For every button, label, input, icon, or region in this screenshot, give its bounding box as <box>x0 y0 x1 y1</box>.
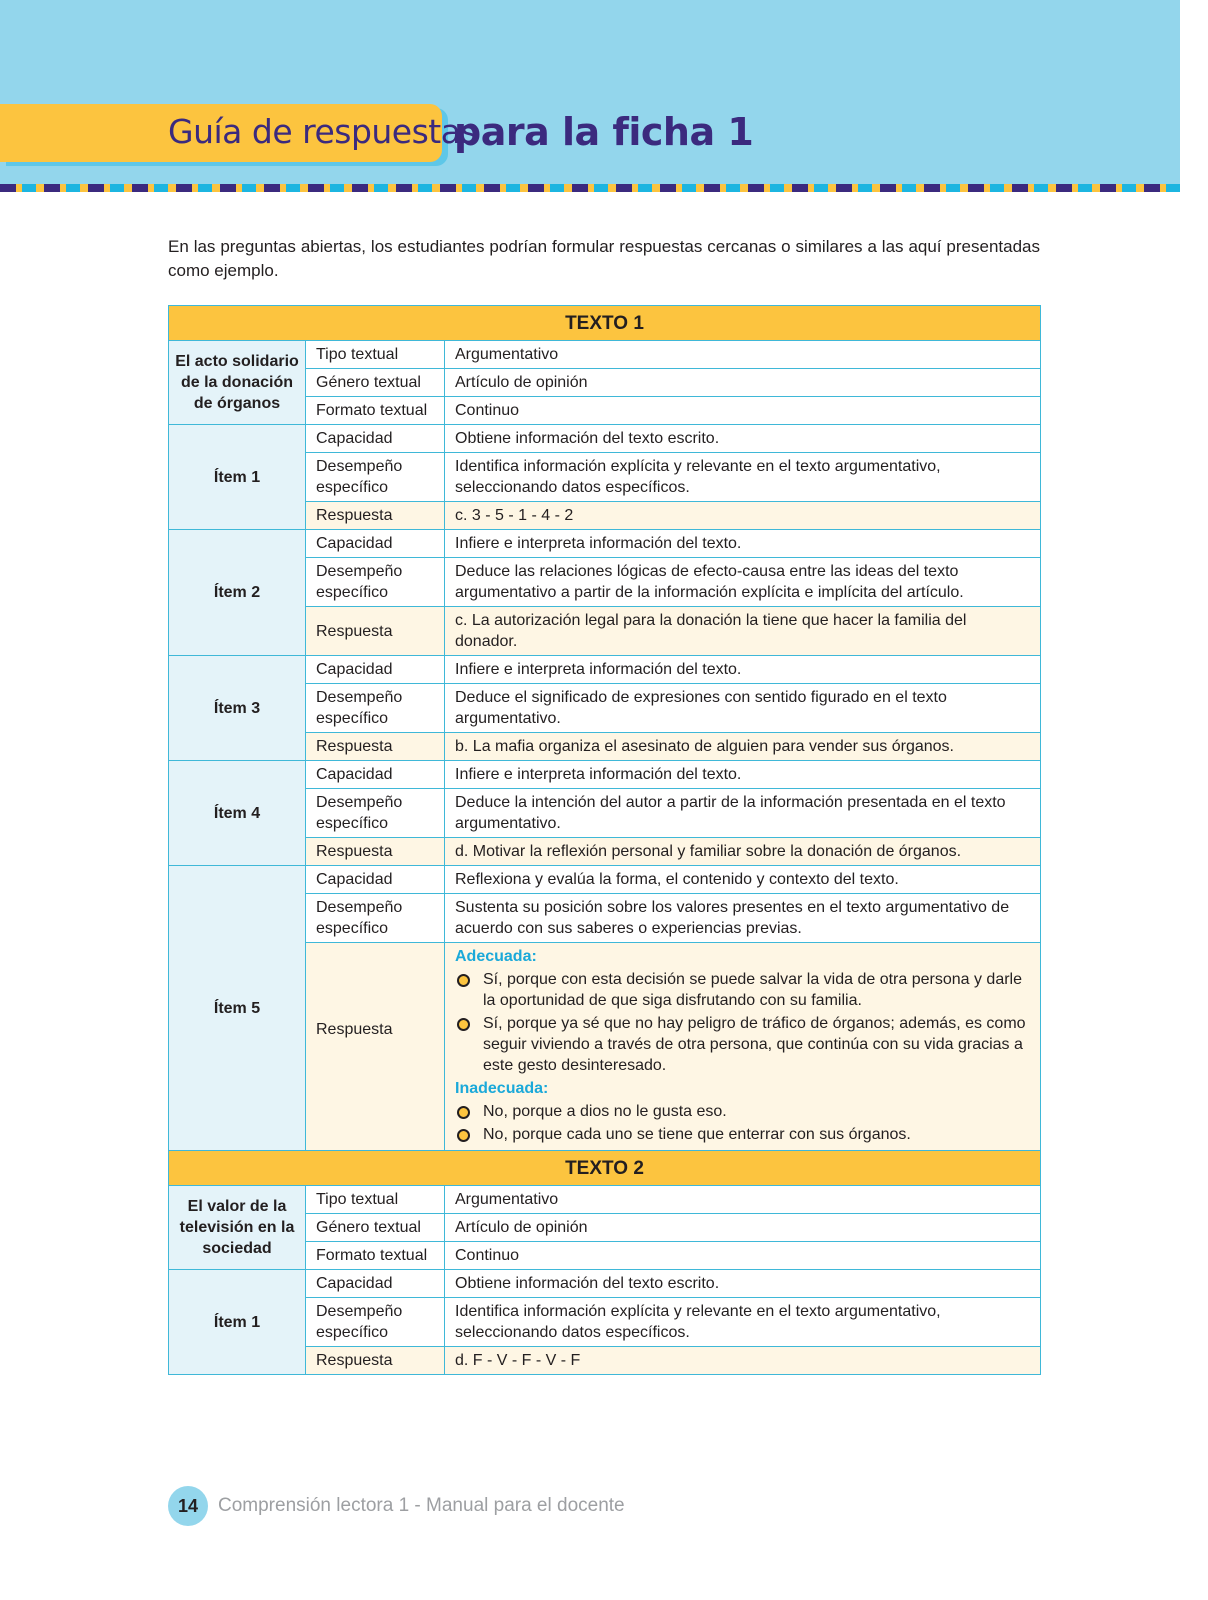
item-label: Ítem 5 <box>169 866 306 1151</box>
table-row <box>169 425 1041 453</box>
answer-guide-table <box>168 305 1041 1375</box>
row-label: Respuesta <box>306 607 445 656</box>
row-label: Respuesta <box>306 733 445 761</box>
row-value: Deduce la intención del autor a partir de la información presentada en el texto argumentativo. <box>445 789 1041 838</box>
row-label: Capacidad <box>306 866 445 894</box>
row-value: Argumentativo <box>445 1186 1041 1214</box>
answer-value: c. La autorización legal para la donación la tiene que hacer la familia del donador. <box>445 607 1041 656</box>
answer-value: c. 3 - 5 - 1 - 4 - 2 <box>445 502 1041 530</box>
item-label: Ítem 1 <box>169 425 306 530</box>
row-value: Obtiene información del texto escrito. <box>445 1270 1041 1298</box>
adecuada-label: Adecuada: <box>455 948 537 965</box>
text-title: El acto solidario de la donación de órganos <box>169 341 306 425</box>
page-number: 14 <box>168 1486 208 1526</box>
row-label: Desempeño específico <box>306 789 445 838</box>
row-label: Respuesta <box>306 943 445 1151</box>
row-label: Respuesta <box>306 502 445 530</box>
row-value: Deduce el significado de expresiones con sentido figurado en el texto argumentativo. <box>445 684 1041 733</box>
table-row <box>169 530 1041 558</box>
row-label: Desempeño específico <box>306 894 445 943</box>
answer-value: b. La mafia organiza el asesinato de alguien para vender sus órganos. <box>445 733 1041 761</box>
list-item: No, porque cada uno se tiene que enterrar con sus órganos. <box>455 1124 1030 1145</box>
row-value: Identifica información explícita y relevante en el texto argumentativo, seleccionando datos específicos. <box>445 1298 1041 1347</box>
table-row <box>169 1270 1041 1298</box>
row-label: Desempeño específico <box>306 453 445 502</box>
row-value: Continuo <box>445 1242 1041 1270</box>
row-label: Desempeño específico <box>306 1298 445 1347</box>
row-value: Artículo de opinión <box>445 369 1041 397</box>
row-value: Reflexiona y evalúa la forma, el contenido y contexto del texto. <box>445 866 1041 894</box>
texto-heading: TEXTO 2 <box>169 1151 1041 1186</box>
item-label: Ítem 1 <box>169 1270 306 1375</box>
row-label: Capacidad <box>306 761 445 789</box>
table-row <box>169 1186 1041 1214</box>
row-value: Identifica información explícita y relevante en el texto argumentativo, seleccionando datos específicos. <box>445 453 1041 502</box>
list-item: Sí, porque con esta decisión se puede salvar la vida de otra persona y darle la oportunidad de que siga disfrutando con su familia. <box>455 969 1030 1011</box>
table-row <box>169 761 1041 789</box>
table-header-texto-2 <box>169 1151 1041 1186</box>
list-item: No, porque a dios no le gusta eso. <box>455 1101 1030 1122</box>
list-item: Sí, porque ya sé que no hay peligro de tráfico de órganos; además, es como seguir viviendo a través de otra persona, que continúa con su vida gracias a este gesto desinteresado. <box>455 1013 1030 1076</box>
footer-text: Comprensión lectora 1 - Manual para el docente <box>218 1495 625 1516</box>
row-value: Infiere e interpreta información del texto. <box>445 530 1041 558</box>
row-label: Desempeño específico <box>306 684 445 733</box>
answer-value-open <box>445 943 1041 1151</box>
table-header-texto-1 <box>169 306 1041 341</box>
row-label: Capacidad <box>306 656 445 684</box>
answer-value: d. Motivar la reflexión personal y familiar sobre la donación de órganos. <box>445 838 1041 866</box>
table-row <box>169 866 1041 894</box>
row-value: Sustenta su posición sobre los valores presentes en el texto argumentativo de acuerdo con sus saberes o experiencias previas. <box>445 894 1041 943</box>
intro-paragraph: En las preguntas abiertas, los estudiantes podrían formular respuestas cercanas o similares a las aquí presentadas como ejemplo. <box>168 237 1040 280</box>
row-value: Artículo de opinión <box>445 1214 1041 1242</box>
inadecuada-list <box>455 1101 1030 1145</box>
row-value: Infiere e interpreta información del texto. <box>445 656 1041 684</box>
inadecuada-label: Inadecuada: <box>455 1080 549 1097</box>
adecuada-list <box>455 969 1030 1076</box>
row-label: Género textual <box>306 1214 445 1242</box>
table-row <box>169 656 1041 684</box>
texto-heading: TEXTO 1 <box>169 306 1041 341</box>
row-value: Obtiene información del texto escrito. <box>445 425 1041 453</box>
row-label: Tipo textual <box>306 341 445 369</box>
row-label: Capacidad <box>306 425 445 453</box>
row-value: Infiere e interpreta información del texto. <box>445 761 1041 789</box>
row-label: Formato textual <box>306 1242 445 1270</box>
page-title: Guía de respuestas <box>168 112 478 151</box>
page-subtitle: para la ficha 1 <box>454 110 754 154</box>
row-value: Argumentativo <box>445 341 1041 369</box>
row-label: Capacidad <box>306 1270 445 1298</box>
answer-value: d. F - V - F - V - F <box>445 1347 1041 1375</box>
row-value: Deduce las relaciones lógicas de efecto-causa entre las ideas del texto argumentativo a partir de la información explícita e implícita del artículo. <box>445 558 1041 607</box>
row-label: Respuesta <box>306 1347 445 1375</box>
item-label: Ítem 2 <box>169 530 306 656</box>
table-row <box>169 341 1041 369</box>
row-value: Continuo <box>445 397 1041 425</box>
row-label: Respuesta <box>306 838 445 866</box>
decorative-dash-band <box>0 184 1180 192</box>
row-label: Formato textual <box>306 397 445 425</box>
row-label: Capacidad <box>306 530 445 558</box>
row-label: Desempeño específico <box>306 558 445 607</box>
row-label: Tipo textual <box>306 1186 445 1214</box>
item-label: Ítem 4 <box>169 761 306 866</box>
text-title: El valor de la televisión en la sociedad <box>169 1186 306 1270</box>
item-label: Ítem 3 <box>169 656 306 761</box>
row-label: Género textual <box>306 369 445 397</box>
header-band <box>0 0 1180 192</box>
